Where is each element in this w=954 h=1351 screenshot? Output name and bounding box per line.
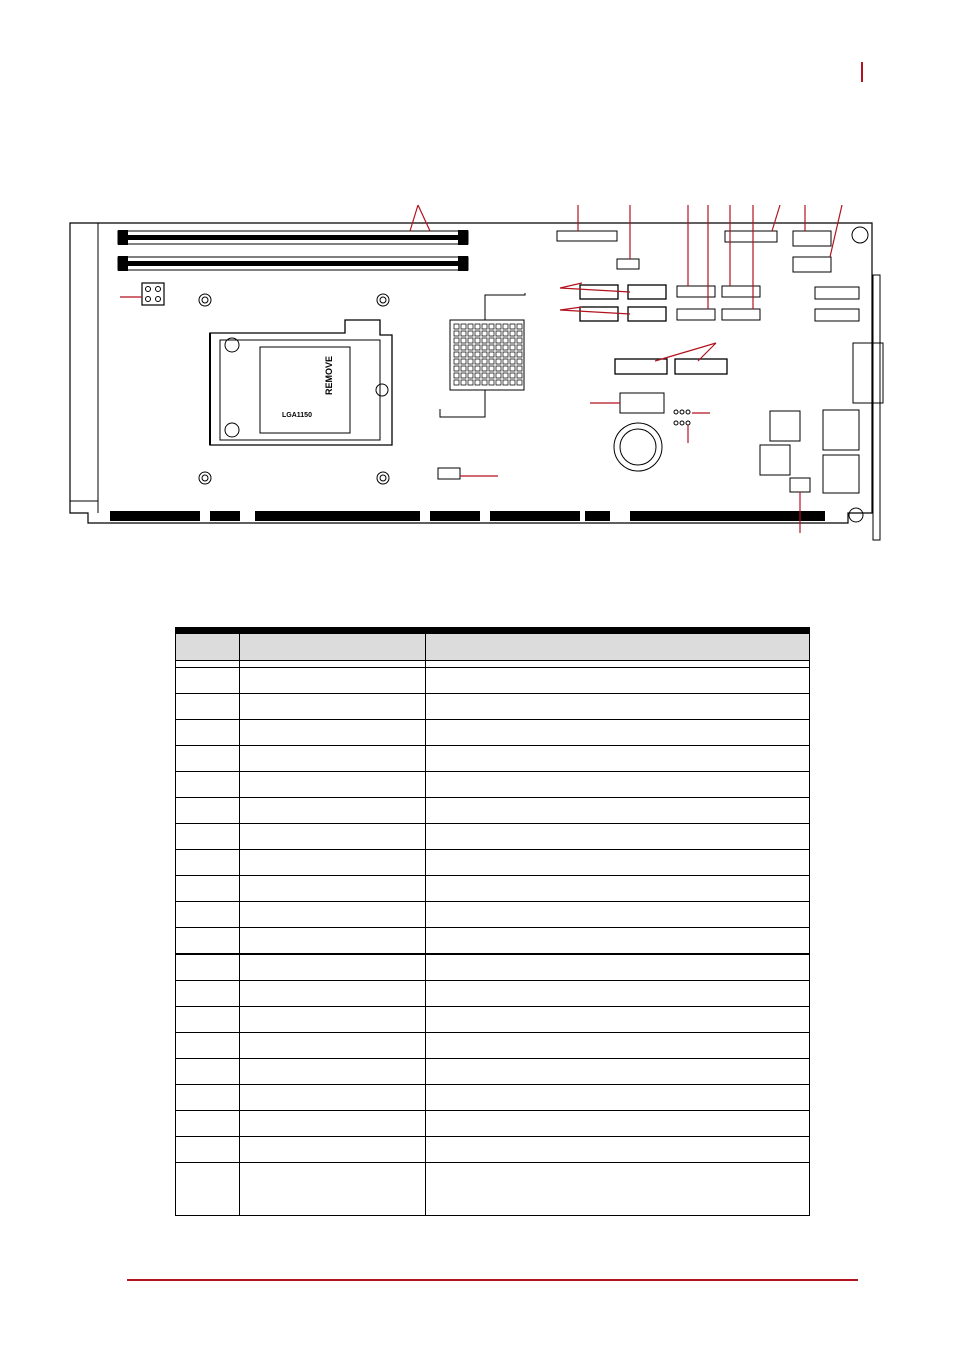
table-cell [240, 876, 426, 902]
cmos-battery [614, 423, 662, 471]
usb30-header-2 [793, 257, 831, 272]
table-cell [176, 876, 240, 902]
front-panel-header [557, 231, 617, 241]
table-cell [176, 1007, 240, 1033]
table-header [240, 631, 426, 661]
heatsink-cable [485, 293, 525, 320]
buzzer [852, 227, 868, 243]
table-cell [240, 746, 426, 772]
board-layout-diagram [60, 195, 920, 570]
footer-rule [127, 1279, 858, 1281]
table-cell [240, 1059, 426, 1085]
gpio-header-1 [615, 359, 667, 374]
board-left-bracket [70, 223, 98, 501]
table-cell [426, 824, 810, 850]
usb-header-3 [722, 286, 760, 297]
table-cell [176, 772, 240, 798]
connector-table [175, 627, 810, 1216]
table-cell [426, 746, 810, 772]
table-row [176, 850, 810, 876]
table-cell [176, 1163, 240, 1216]
table-cell [176, 746, 240, 772]
table-cell [240, 850, 426, 876]
cpu-socket-label: LGA1150 [282, 412, 312, 419]
usb-header-1 [677, 286, 715, 297]
pin-header-bottom [790, 478, 810, 492]
table-cell [176, 1085, 240, 1111]
table-cell [176, 1137, 240, 1163]
table-cell [176, 668, 240, 694]
table-cell [426, 981, 810, 1007]
table-cell [426, 668, 810, 694]
table-row [176, 928, 810, 955]
table-row [176, 668, 810, 694]
table-cell [426, 1059, 810, 1085]
table-cell [176, 954, 240, 981]
table-cell [240, 798, 426, 824]
table-cell [240, 954, 426, 981]
table-cell [426, 1007, 810, 1033]
usb30-header-1 [793, 231, 831, 246]
table-cell [240, 1033, 426, 1059]
table-header [176, 631, 240, 661]
usb-header-2 [677, 309, 715, 320]
table-row [176, 1137, 810, 1163]
table-cell [176, 824, 240, 850]
fan-header-top [617, 259, 639, 269]
table-cell [176, 1111, 240, 1137]
table-header-row [176, 631, 810, 661]
lpc-header [620, 393, 664, 413]
usb-header-4 [722, 309, 760, 320]
table-cell [240, 720, 426, 746]
table-row [176, 720, 810, 746]
table-cell [176, 798, 240, 824]
dimm-slot-2 [118, 256, 468, 271]
table-row [176, 824, 810, 850]
table-row [176, 1111, 810, 1137]
table-row [176, 798, 810, 824]
table-cell [176, 902, 240, 928]
table-cell [426, 954, 810, 981]
table-row [176, 1085, 810, 1111]
table-row [176, 1007, 810, 1033]
table-row [176, 902, 810, 928]
table-row [176, 1033, 810, 1059]
table-cell [240, 1085, 426, 1111]
table-cell [426, 1111, 810, 1137]
table-cell [240, 928, 426, 955]
table-cell [426, 1137, 810, 1163]
table-cell [426, 850, 810, 876]
table-row [176, 694, 810, 720]
table-spacer-row [176, 661, 810, 668]
chip-2 [760, 445, 790, 475]
table-cell [426, 902, 810, 928]
table-cell [240, 1163, 426, 1216]
table-cell [176, 981, 240, 1007]
serial-header [725, 231, 777, 242]
table-cell [176, 694, 240, 720]
table-cell [176, 1059, 240, 1085]
table-row [176, 981, 810, 1007]
table-cell [176, 1033, 240, 1059]
dimm-slot-1 [118, 230, 468, 245]
table-row [176, 954, 810, 981]
table-cell [426, 720, 810, 746]
page-edge-marker [861, 62, 863, 82]
jumpers [674, 410, 690, 425]
mounting-holes [199, 294, 389, 484]
cpu-remove-label: REMOVE [324, 355, 334, 395]
table-cell [426, 772, 810, 798]
table-cell [176, 720, 240, 746]
table-cell [426, 876, 810, 902]
chipset-heatsink [450, 320, 524, 390]
table-cell [176, 850, 240, 876]
table-cell [240, 902, 426, 928]
atx-power-connector [142, 283, 164, 305]
rear-io [815, 275, 883, 540]
table-cell [240, 1137, 426, 1163]
chip-1 [770, 411, 800, 441]
table-row [176, 1163, 810, 1216]
table-cell [240, 1111, 426, 1137]
table-row [176, 1059, 810, 1085]
table-cell [176, 928, 240, 955]
table-cell [426, 694, 810, 720]
cpu-socket [210, 320, 392, 445]
table-cell [240, 772, 426, 798]
table-row [176, 876, 810, 902]
table-cell [426, 928, 810, 955]
table-header [426, 631, 810, 661]
table-cell [240, 824, 426, 850]
table-cell [426, 1033, 810, 1059]
fan-header-bottom [438, 468, 460, 479]
callout-lines [120, 205, 842, 533]
edge-connector [110, 511, 825, 521]
table-cell [426, 1163, 810, 1216]
table-row [176, 772, 810, 798]
table-cell [426, 798, 810, 824]
table-cell [240, 981, 426, 1007]
table-cell [240, 668, 426, 694]
table-cell [426, 1085, 810, 1111]
table-cell [240, 1007, 426, 1033]
table-row [176, 746, 810, 772]
gpio-header-2 [675, 359, 727, 374]
table-cell [240, 694, 426, 720]
